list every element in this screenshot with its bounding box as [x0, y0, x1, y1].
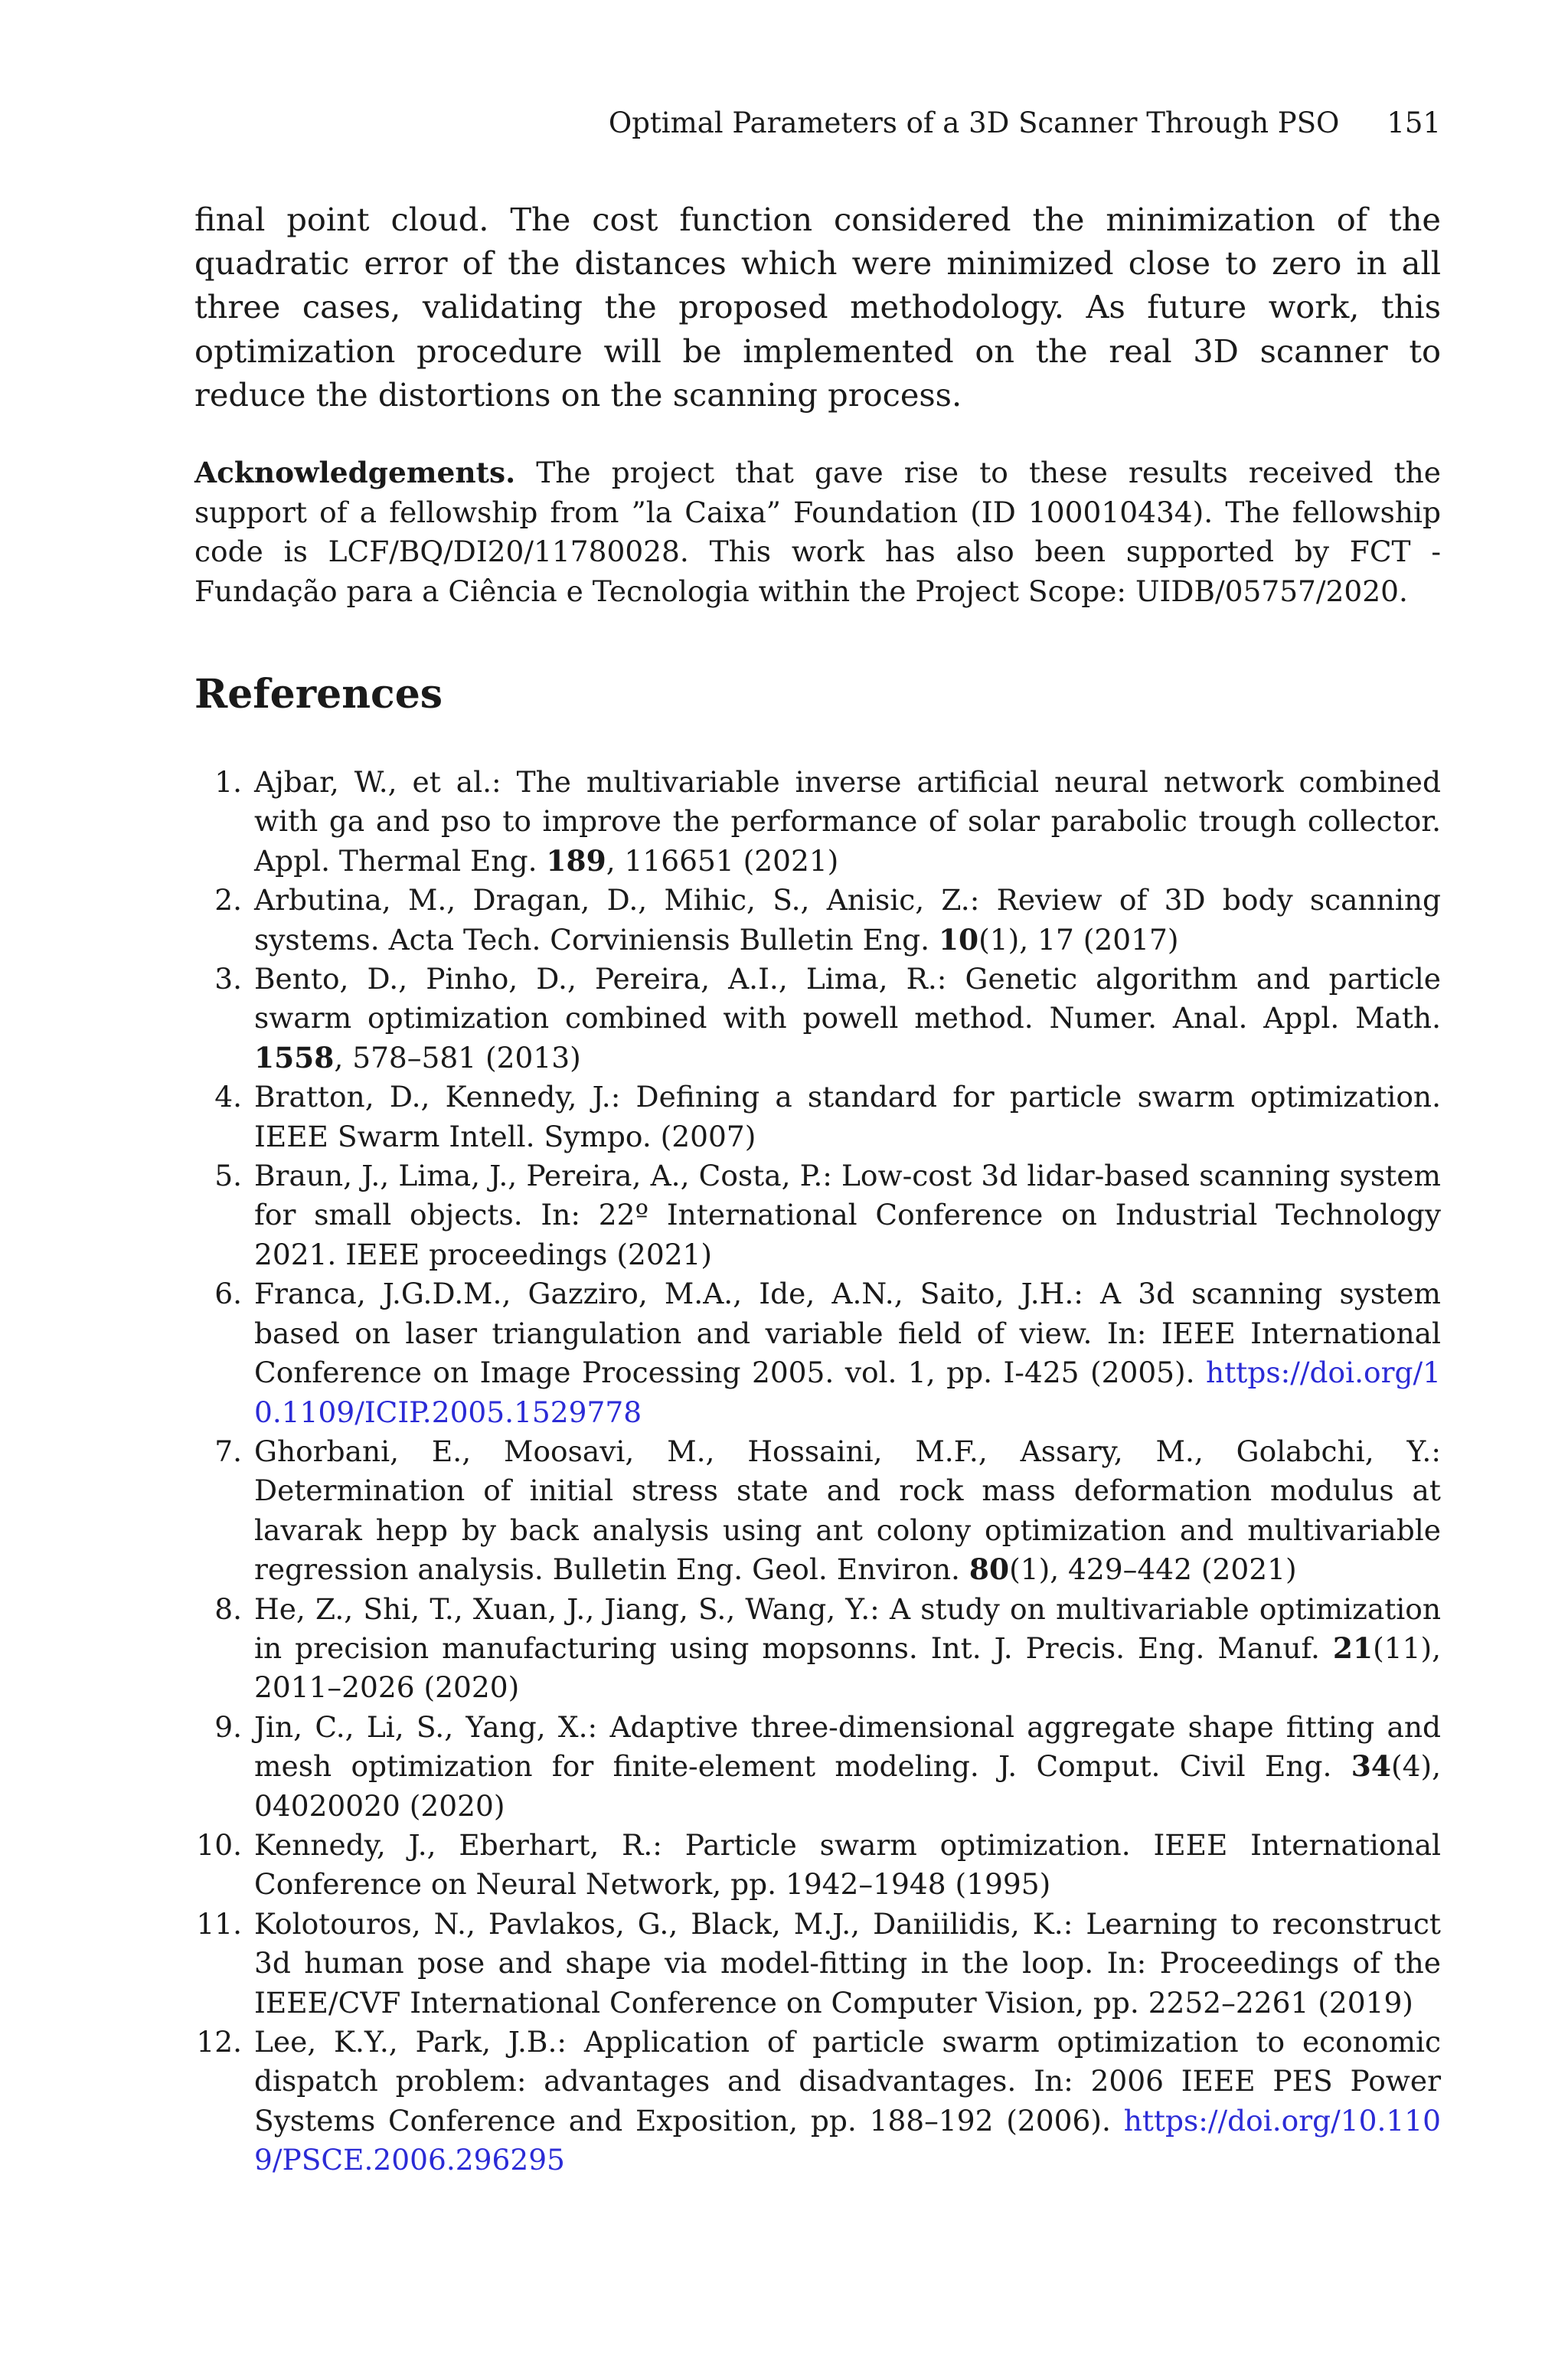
intro-paragraph: final point cloud. The cost function considered the minimization of the quadratic error of the distances which were minimized close to zero in all three cases, validating the proposed methodology. As future work, this optimization procedure will be implemented on the real 3D scanner to reduce the distortions on the scanning process. [194, 201, 1441, 414]
reference-item-5 [194, 1156, 1441, 1274]
reference-item-10 [194, 1826, 1441, 1905]
reference-number: 9. [214, 1709, 242, 1744]
acknowledgements-paragraph [194, 453, 1441, 611]
reference-volume: 34 [1351, 1749, 1391, 1784]
reference-text-tail: (4), 04020020 (2020) [254, 1749, 1441, 1823]
reference-text-main: He, Z., Shi, T., Xuan, J., Jiang, S., Wang, Y.: A study on multivariable optimization in precision manufacturing using mopsonns. Int. J. Precis. Eng. Manuf. [254, 1591, 1441, 1665]
reference-item-11 [194, 1905, 1441, 2023]
reference-volume: 189 [546, 843, 606, 878]
acknowledgements-text: The project that gave rise to these results received the support of a fellowship from ”la Caixa” Foundation (ID 100010434). The fellowship code is LCF/BQ/DI20/11780028. This work has also been supported by FCT - Fundação para a Ciência e Tecnologia within the Project Scope: UIDB/05757/2020. [194, 456, 1442, 608]
reference-number: 1. [214, 765, 242, 799]
reference-text [254, 1905, 1441, 2023]
reference-text-main: Jin, C., Li, S., Yang, X.: Adaptive three-dimensional aggregate shape fitting and mesh optimization for finite-element modeling. J. Comput. Civil Eng. [254, 1709, 1441, 1784]
reference-text [254, 1274, 1441, 1432]
reference-volume: 80 [969, 1552, 1010, 1587]
reference-item-7 [194, 1432, 1441, 1590]
reference-item-9 [194, 1708, 1441, 1826]
reference-volume: 10 [938, 922, 979, 957]
reference-number: 2. [214, 883, 242, 918]
reference-number: 10. [196, 1827, 242, 1862]
reference-text-main: Kennedy, J., Eberhart, R.: Particle swarm optimization. IEEE International Conference on Neural Network, pp. 1942–1948 (1995) [254, 1827, 1441, 1902]
reference-text-tail: , 116651 (2021) [606, 843, 839, 878]
reference-text [254, 1708, 1441, 1826]
reference-text-tail: (1), 17 (2017) [978, 922, 1179, 957]
reference-volume: 1558 [254, 1040, 335, 1075]
reference-text-tail: (11), 2011–2026 (2020) [254, 1631, 1441, 1705]
reference-text-main: Ajbar, W., et al.: The multivariable inverse artificial neural network combined with ga and pso to improve the performance of solar parabolic trough collector. Appl. Thermal Eng. [254, 765, 1441, 878]
doi-link[interactable]: https://doi.org/10.1109/PSCE.2006.296295 [254, 2103, 1441, 2177]
reference-number: 3. [214, 962, 242, 996]
reference-item-8 [194, 1590, 1441, 1708]
reference-text [254, 1590, 1441, 1708]
reference-volume: 21 [1332, 1631, 1374, 1665]
reference-text-main: Arbutina, M., Dragan, D., Mihic, S., Anisic, Z.: Review of 3D body scanning systems. Acta Tech. Corviniensis Bulletin Eng. [254, 883, 1441, 957]
references-title: References [194, 671, 443, 718]
acknowledgements-heading: Acknowledgements. [194, 456, 516, 489]
reference-text-main: Lee, K.Y., Park, J.B.: Application of particle swarm optimization to economic dispatch problem: advantages and disadvantages. In: 2006 IEEE PES Power Systems Conference and Exposition, pp. 188–192 (2006). [254, 2025, 1441, 2138]
reference-text-main: Kolotouros, N., Pavlakos, G., Black, M.J., Daniilidis, K.: Learning to reconstruct 3d human pose and shape via model-fitting in the loop. In: Proceedings of the IEEE/CVF International Conference on Computer Vision, pp. 2252–2261 (2019) [254, 1906, 1441, 2020]
reference-number: 7. [214, 1434, 242, 1468]
reference-item-4 [194, 1078, 1441, 1156]
reference-text-main: Bratton, D., Kennedy, J.: Defining a standard for particle swarm optimization. IEEE Swarm Intell. Sympo. (2007) [254, 1080, 1441, 1153]
reference-number: 5. [214, 1159, 242, 1193]
reference-text-main: Bento, D., Pinho, D., Pereira, A.I., Lima, R.: Genetic algorithm and particle swarm optimization combined with powell method. Numer. Anal. Appl. Math. [254, 962, 1441, 1035]
reference-text [254, 2023, 1441, 2180]
reference-number: 4. [214, 1080, 242, 1114]
reference-text [254, 1826, 1441, 1905]
reference-item-1 [194, 763, 1441, 881]
reference-item-12 [194, 2023, 1441, 2180]
reference-text-tail: , 578–581 (2013) [334, 1040, 581, 1075]
reference-number: 11. [196, 1906, 242, 1941]
reference-text-tail: (1), 429–442 (2021) [1009, 1552, 1297, 1587]
reference-text [254, 763, 1441, 881]
reference-text [254, 881, 1441, 960]
reference-text [254, 1156, 1441, 1274]
page-number: 151 [1387, 106, 1441, 139]
reference-number: 12. [196, 2025, 242, 2059]
reference-item-3 [194, 960, 1441, 1078]
reference-text-main: Franca, J.G.D.M., Gazziro, M.A., Ide, A.N., Saito, J.H.: A 3d scanning system based on laser triangulation and variable field of view. In: IEEE International Conference on Image Processing 2005. vol. 1, pp. I-425 (2005). [254, 1277, 1441, 1390]
reference-text [254, 960, 1441, 1078]
reference-number: 8. [214, 1591, 242, 1626]
reference-text-main: Ghorbani, E., Moosavi, M., Hossaini, M.F., Assary, M., Golabchi, Y.: Determination of initial stress state and rock mass deformation modulus at lavarak hepp by back analysis using ant colony optimization and multivariable regression analysis. Bulletin Eng. Geol. Environ. [254, 1434, 1441, 1587]
running-head [194, 106, 1441, 141]
reference-item-2 [194, 881, 1441, 960]
reference-item-6 [194, 1274, 1441, 1432]
reference-text [254, 1078, 1441, 1156]
reference-list [194, 763, 1441, 2180]
doi-link[interactable]: https://doi.org/10.1109/ICIP.2005.1529778 [254, 1356, 1441, 1429]
running-head-title: Optimal Parameters of a 3D Scanner Through PSO [608, 106, 1340, 139]
reference-text [254, 1432, 1441, 1590]
reference-number: 6. [214, 1277, 242, 1311]
reference-text-main: Braun, J., Lima, J., Pereira, A., Costa, P.: Low-cost 3d lidar-based scanning system for small objects. In: 22º International Conference on Industrial Technology 2021. IEEE proceedings (2021) [254, 1159, 1441, 1271]
